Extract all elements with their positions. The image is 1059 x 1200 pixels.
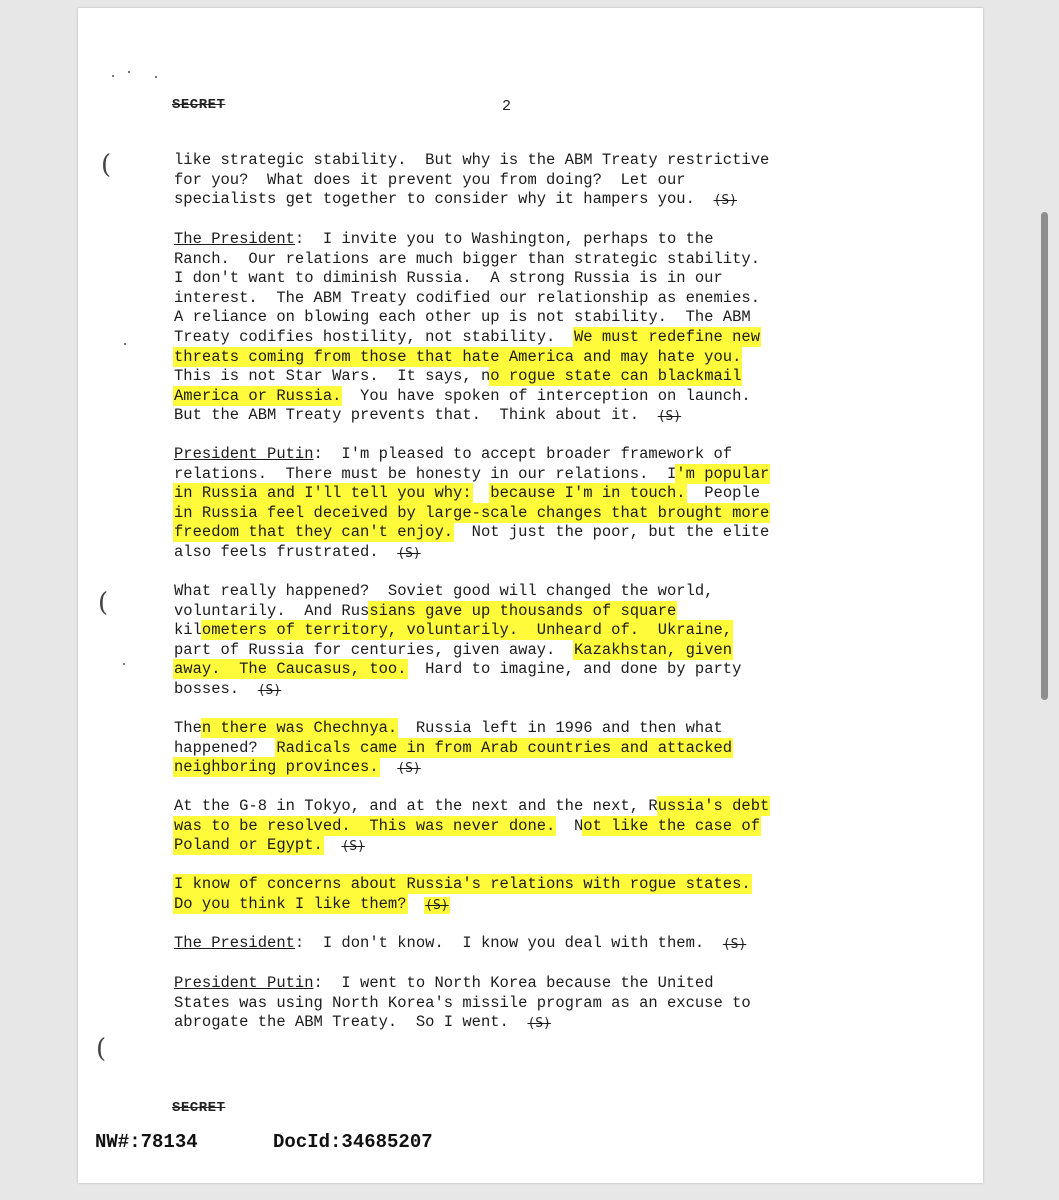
classification-mark: (S) <box>397 761 421 777</box>
scan-speck <box>112 75 114 77</box>
classification-mark: (S) <box>425 897 449 913</box>
paragraph <box>174 974 854 1033</box>
text-line: like strategic stability. But why is the ABM Treaty restrictive <box>174 151 770 169</box>
classification-mark: (S) <box>527 1016 551 1032</box>
paragraph <box>174 875 854 914</box>
highlighted-text: America or Russia. <box>174 386 342 405</box>
text-line: Not just the poor, but the elite <box>453 523 770 542</box>
text-line: : I'm pleased to accept broader framework of <box>313 445 733 463</box>
highlighted-text: in Russia and I'll tell you why: <box>174 484 472 503</box>
text-line: bosses. <box>174 679 240 698</box>
scan-speck <box>155 76 157 78</box>
text-line: voluntarily. And Rus <box>174 601 370 620</box>
paragraph <box>174 934 854 954</box>
speaker-label: The President <box>174 230 295 248</box>
scan-speck <box>124 343 126 345</box>
text-line: But the ABM Treaty prevents that. Think about it. <box>174 406 640 425</box>
highlighted-text: neighboring provinces. <box>174 758 379 777</box>
vertical-scrollbar[interactable] <box>1041 212 1048 700</box>
header-classification: SECRET <box>172 97 226 113</box>
margin-bracket: ( <box>98 588 109 618</box>
highlighted-text: away. The Caucasus, too. <box>174 660 407 679</box>
highlighted-text: We must redefine new <box>573 327 760 346</box>
paragraph <box>174 797 854 856</box>
text-line: happened? <box>174 738 277 757</box>
text-line: The <box>174 719 202 737</box>
nw-number: NW#:78134 <box>95 1131 198 1153</box>
speaker-label: President Putin <box>174 974 314 992</box>
text-line: : I invite you to Washington, perhaps to the <box>294 230 714 248</box>
text-line: Russia left in 1996 and then what <box>397 719 723 737</box>
text-line: specialists get together to consider why it hampers you. <box>174 190 695 209</box>
highlighted-text: threats coming from those that hate America and may hate you. <box>174 347 742 366</box>
text-line: States was using North Korea's missile program as an excuse to <box>174 993 751 1012</box>
margin-bracket: ( <box>96 1034 107 1064</box>
highlighted-text: ussia's debt <box>657 797 770 815</box>
highlighted-text: o rogue state can blackmail <box>490 367 742 386</box>
highlighted-text: Do you think I like them? <box>174 894 407 913</box>
paragraph <box>174 582 854 700</box>
highlighted-text: n there was Chechnya. <box>201 719 398 737</box>
text-line: This is not Star Wars. It says, n <box>174 367 491 386</box>
text-line: kil <box>174 621 202 640</box>
highlighted-text: Poland or Egypt. <box>174 836 323 855</box>
text-line: Ranch. Our relations are much bigger than strategic stability. <box>174 249 760 268</box>
text-line: relations. There must be honesty in our relations. I <box>174 464 677 483</box>
text-line: Hard to imagine, and done by party <box>406 660 742 679</box>
classification-mark: (S) <box>341 839 365 855</box>
footer-classification: SECRET <box>172 1100 226 1116</box>
text-line: I don't want to diminish Russia. A strong Russia is in our <box>174 269 723 288</box>
classification-mark: (S) <box>722 937 747 952</box>
highlighted-text: I know of concerns about Russia's relations with rogue states. <box>174 875 751 893</box>
text-line: part of Russia for centuries, given away. <box>174 640 574 659</box>
classification-mark: (S) <box>657 409 682 425</box>
highlighted-text: freedom that they can't enjoy. <box>174 523 454 542</box>
text-line: interest. The ABM Treaty codified our relationship as enemies. <box>174 288 760 307</box>
classification-mark: (S) <box>397 545 421 561</box>
text-line: for you? What does it prevent you from doing? Let our <box>174 170 686 189</box>
highlighted-text: was to be resolved. This was never done. <box>174 816 556 835</box>
highlighted-text: Kazakhstan, given <box>573 640 733 659</box>
text-line: N <box>555 816 584 835</box>
highlighted-text: ometers of territory, voluntarily. <box>201 621 519 640</box>
highlighted-text: ot like the case of <box>583 816 761 835</box>
page-number: 2 <box>502 98 512 115</box>
text-line: Treaty codifies hostility, not stability. <box>174 327 574 346</box>
speaker-label: President Putin <box>174 445 314 463</box>
text-line: People <box>685 484 761 503</box>
scan-speck <box>123 663 125 665</box>
paragraph <box>174 445 854 563</box>
text-line: What really happened? Soviet good will changed the world, <box>174 582 714 600</box>
doc-id: DocId:34685207 <box>273 1131 433 1153</box>
text-line: A reliance on blowing each other up is not stability. The ABM <box>174 308 751 327</box>
highlighted-text: sians gave up thousands of square <box>369 601 677 620</box>
highlighted-text: 'm popular <box>676 464 770 483</box>
classification-mark: (S) <box>257 682 282 698</box>
text-line: You have spoken of interception on launch. <box>341 386 751 405</box>
text-line: : I went to North Korea because the United <box>313 974 714 992</box>
text-line: : I don't know. I know you deal with them. <box>294 934 705 952</box>
highlighted-text: Radicals came in from Arab countries and attacked <box>276 738 733 757</box>
highlighted-text: because I'm in touch. <box>490 484 686 503</box>
paragraph <box>174 151 854 210</box>
paragraph <box>174 230 854 426</box>
highlighted-text: Unheard of. Ukraine, <box>518 621 733 640</box>
text-line: abrogate the ABM Treaty. So I went. <box>174 1013 509 1032</box>
margin-bracket: ( <box>101 150 112 180</box>
classification-mark: (S) <box>713 193 737 209</box>
highlighted-text: in Russia feel deceived by large-scale changes that brought more <box>174 503 770 522</box>
text-line: also feels frustrated. <box>174 542 379 561</box>
paragraph <box>174 719 854 778</box>
scan-speck <box>128 71 130 73</box>
text-line: At the G-8 in Tokyo, and at the next and the next, R <box>174 797 658 815</box>
speaker-label: The President <box>174 934 295 952</box>
